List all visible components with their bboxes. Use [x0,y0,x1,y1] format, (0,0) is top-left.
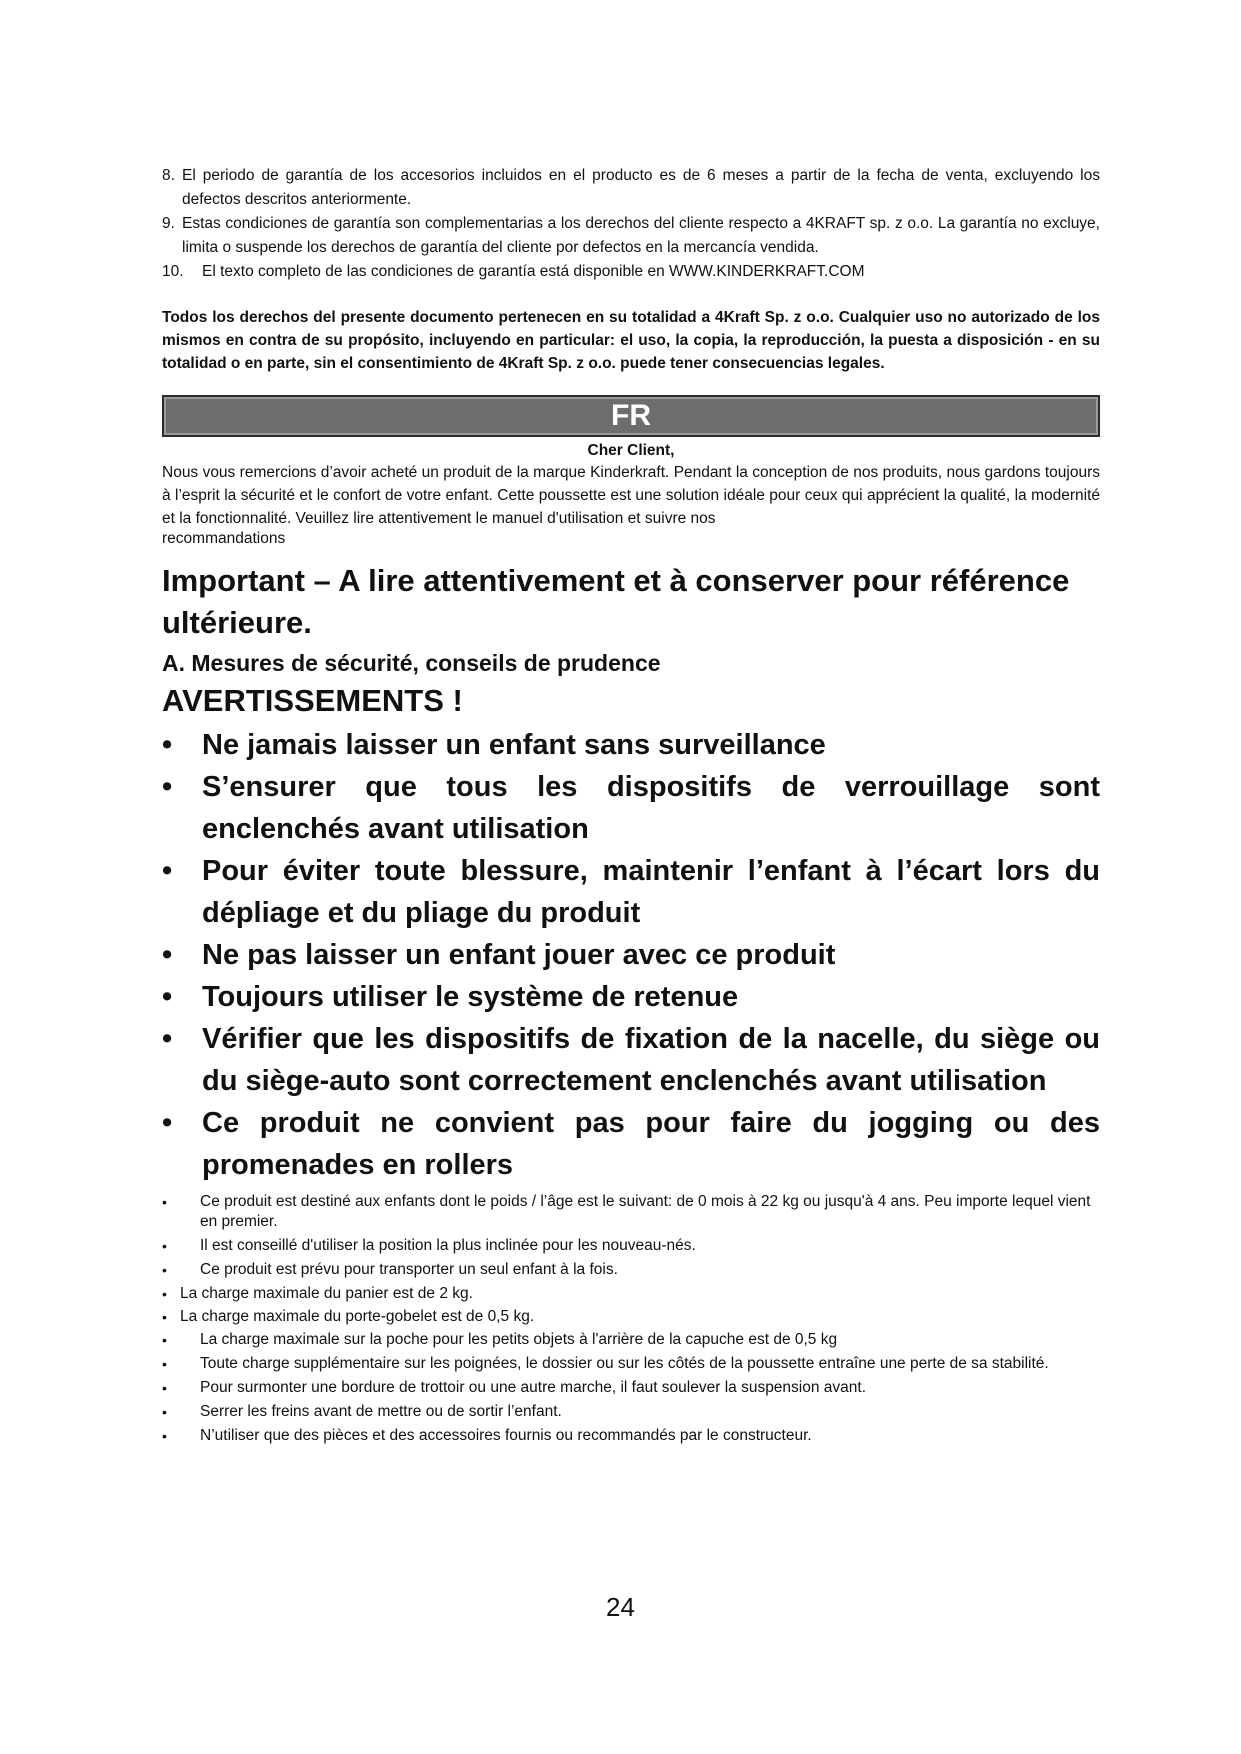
list-item [162,1426,1100,1446]
bullet-icon: • [162,1356,167,1372]
bullet-icon: • [162,1107,173,1139]
list-item [162,164,1100,212]
list-item [162,976,1100,1018]
bullet-icon: • [162,1332,167,1348]
list-item [162,850,1100,934]
language-banner: FR [162,395,1100,437]
list-item [162,1018,1100,1102]
item-text: La charge maximale sur la poche pour les petits objets à l'arrière de la capuche est de 0,5 kg [200,1331,838,1348]
item-text: El texto completo de las condiciones de garantía está disponible en WWW.KINDERKRAFT.COM [202,263,865,280]
greeting: Cher Client, [587,442,675,459]
item-text: Toujours utiliser le système de retenue [202,981,739,1013]
bullet-icon: • [162,1428,167,1444]
intro-paragraph: Nous vous remercions d’avoir acheté un produit de la marque Kinderkraft. Pendant la conception de nos produits, nous gardons toujours à l’esprit la sécurité et le confort de votre enfant. Cette poussette est une solution idéale pour ceux qui apprécient la qualité, la modernité et la fonctionnalité. Veuillez lire attentivement le manuel d'utilisation et suivre nos [162,464,1100,527]
legal-notice: Todos los derechos del presente documento pertenecen en su totalidad a 4Kraft Sp. z o.o. Cualquier uso no autorizado de los mismos en contra de su propósito, incluyendo en particular: el uso, la copia, la reproducción, la puesta a disposición - en su totalidad o en parte, sin el consentimiento de 4Kraft Sp. z o.o. puede tener consecuencias legales. [162,309,1100,372]
list-item [162,724,1100,766]
item-number: 9. [162,215,175,232]
list-item [162,766,1100,850]
item-text: Ce produit est prévu pour transporter un seul enfant à la fois. [200,1261,618,1278]
list-item [162,1260,1100,1280]
list-item [162,1378,1100,1398]
item-text: Ce produit est destiné aux enfants dont le poids / l’âge est le suivant: de 0 mois à 22 kg ou jusqu'à 4 ans. Peu importe lequel vient en premier. [200,1193,1091,1230]
item-text: Estas condiciones de garantía son complementarias a los derechos del cliente respecto a 4KRAFT sp. z o.o. La garantía no excluye, limita o suspende los derechos de garantía del cliente por defectos en la mercancía vendida. [182,215,1100,256]
warnings-title: AVERTISSEMENTS ! [162,683,463,718]
intro-paragraph-end: recommandations [162,530,286,547]
important-heading: Important – A lire attentivement et à conserver pour référence ultérieure. [162,563,1070,640]
bullet-icon: • [162,939,173,971]
item-text: Ce produit ne convient pas pour faire du jogging ou des promenades en rollers [202,1107,1100,1181]
bullet-icon: • [162,1309,167,1325]
item-text: La charge maximale du porte-gobelet est de 0,5 kg. [180,1308,535,1325]
warnings-list-large [162,724,1100,1186]
list-item [162,1330,1100,1350]
bullet-icon: • [162,1404,167,1420]
warranty-list-es [162,164,1100,284]
item-text: N’utiliser que des pièces et des accessoires fournis ou recommandés par le constructeur. [200,1427,812,1444]
warnings-list-small [162,1192,1100,1446]
item-text: Toute charge supplémentaire sur les poignées, le dossier ou sur les côtés de la poussette entraîne une perte de sa stabilité. [200,1355,1049,1372]
list-item [162,1236,1100,1256]
page-content [162,164,1100,1450]
list-item [162,934,1100,976]
item-text: Pour éviter toute blessure, maintenir l’enfant à l’écart lors du dépliage et du pliage du produit [202,855,1100,929]
bullet-icon: • [162,771,173,803]
item-text: La charge maximale du panier est de 2 kg. [180,1285,473,1302]
item-text: Ne pas laisser un enfant jouer avec ce produit [202,939,836,971]
bullet-icon: • [162,981,173,1013]
bullet-icon: • [162,1023,173,1055]
list-item [162,1102,1100,1186]
item-text: S’ensurer que tous les dispositifs de verrouillage sont enclenchés avant utilisation [202,771,1100,845]
page-number: 24 [606,1592,635,1622]
bullet-icon: • [162,1262,167,1278]
item-text: Il est conseillé d'utiliser la position la plus inclinée pour les nouveau-nés. [200,1237,696,1254]
list-item [162,1192,1100,1232]
list-item [162,1354,1100,1374]
item-text: Ne jamais laisser un enfant sans surveillance [202,729,826,761]
item-text: Vérifier que les dispositifs de fixation de la nacelle, du siège ou du siège-auto sont correctement enclenchés avant utilisation [202,1023,1100,1097]
list-item [162,1402,1100,1422]
bullet-icon: • [162,1238,167,1254]
section-heading: A. Mesures de sécurité, conseils de prudence [162,650,661,676]
list-item [162,212,1100,260]
list-item [162,1284,1100,1304]
bullet-icon: • [162,1194,167,1210]
item-text: Serrer les freins avant de mettre ou de sortir l’enfant. [200,1403,562,1420]
list-item [162,260,1100,284]
item-text: El periodo de garantía de los accesorios incluidos en el producto es de 6 meses a partir de la fecha de venta, excluyendo los defectos descritos anteriormente. [182,167,1100,208]
item-number: 8. [162,167,175,184]
item-number: 10. [162,263,184,280]
bullet-icon: • [162,1286,167,1302]
bullet-icon: • [162,729,173,761]
item-text: Pour surmonter une bordure de trottoir ou une autre marche, il faut soulever la suspension avant. [200,1379,867,1396]
bullet-icon: • [162,1380,167,1396]
bullet-icon: • [162,855,173,887]
list-item [162,1307,1100,1327]
